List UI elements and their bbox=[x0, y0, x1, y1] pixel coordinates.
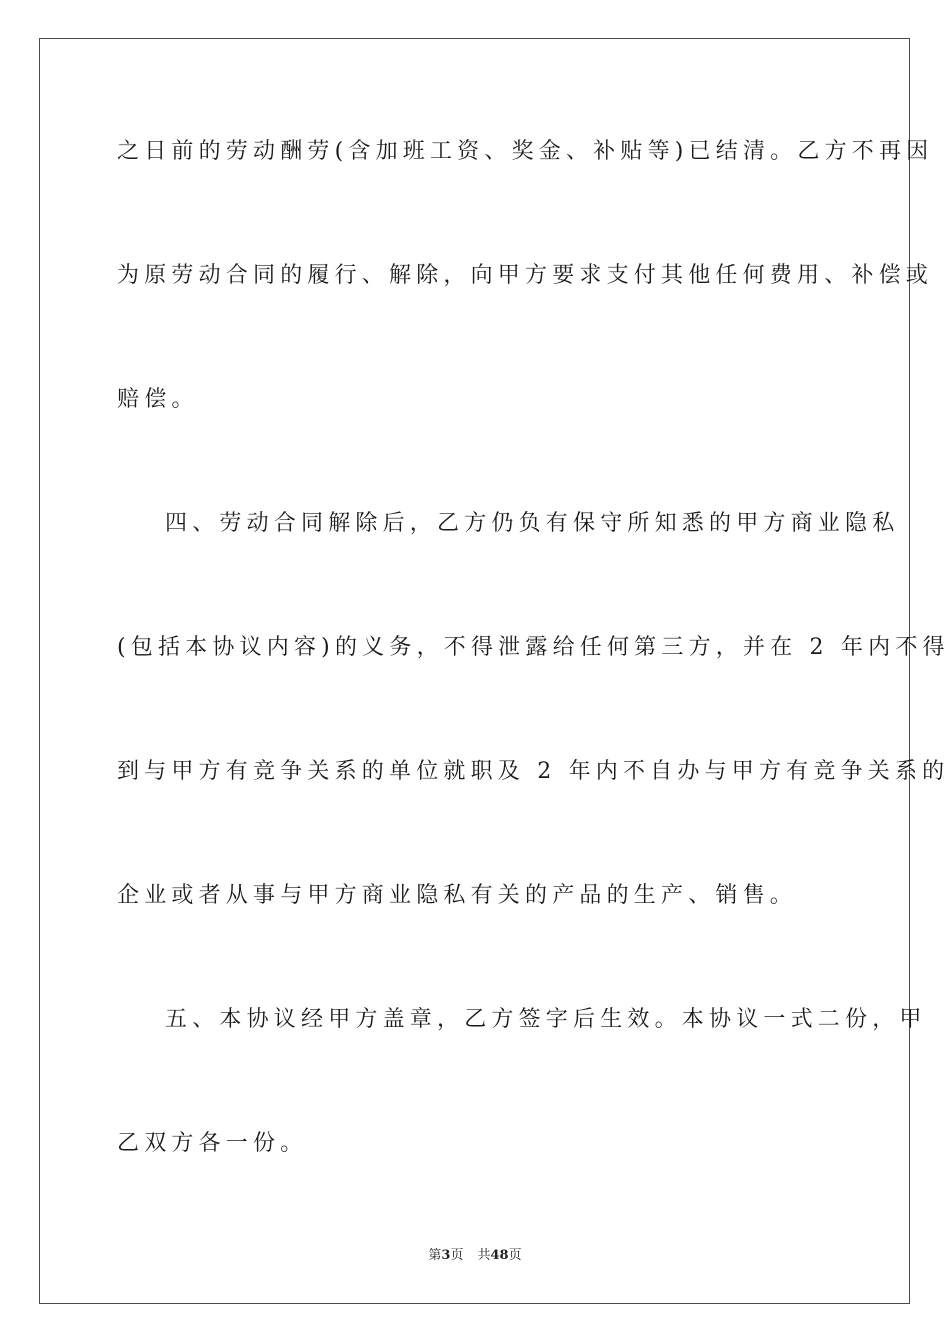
body-line-7: 企业或者从事与甲方商业隐私有关的产品的生产、销售。 bbox=[117, 883, 798, 908]
total-suffix: 页 bbox=[508, 1248, 522, 1263]
page-prefix: 第 bbox=[428, 1248, 442, 1263]
body-line-4: 四、劳动合同解除后，乙方仍负有保守所知悉的甲方商业隐私 bbox=[165, 511, 900, 536]
body-line-5: (包括本协议内容)的义务，不得泄露给任何第三方，并在 2 年内不得 bbox=[117, 635, 950, 660]
body-line-3: 赔偿。 bbox=[117, 387, 199, 412]
page-suffix: 页 bbox=[450, 1248, 464, 1263]
body-line-8: 五、本协议经甲方盖章，乙方签字后生效。本协议一式二份，甲 bbox=[165, 1007, 927, 1032]
current-page-number: 3 bbox=[441, 1248, 451, 1263]
body-line-9: 乙双方各一份。 bbox=[117, 1131, 308, 1156]
body-line-6: 到与甲方有竞争关系的单位就职及 2 年内不自办与甲方有竞争关系的 bbox=[117, 759, 950, 784]
body-line-2: 为原劳动合同的履行、解除，向甲方要求支付其他任何费用、补偿或 bbox=[117, 263, 934, 288]
total-prefix: 共 bbox=[477, 1248, 491, 1263]
body-line-1: 之日前的劳动酬劳(含加班工资、奖金、补贴等)已结清。乙方不再因 bbox=[117, 139, 934, 164]
total-pages-number: 48 bbox=[490, 1248, 509, 1263]
page-border bbox=[39, 38, 950, 1304]
page-footer bbox=[0, 1247, 950, 1265]
